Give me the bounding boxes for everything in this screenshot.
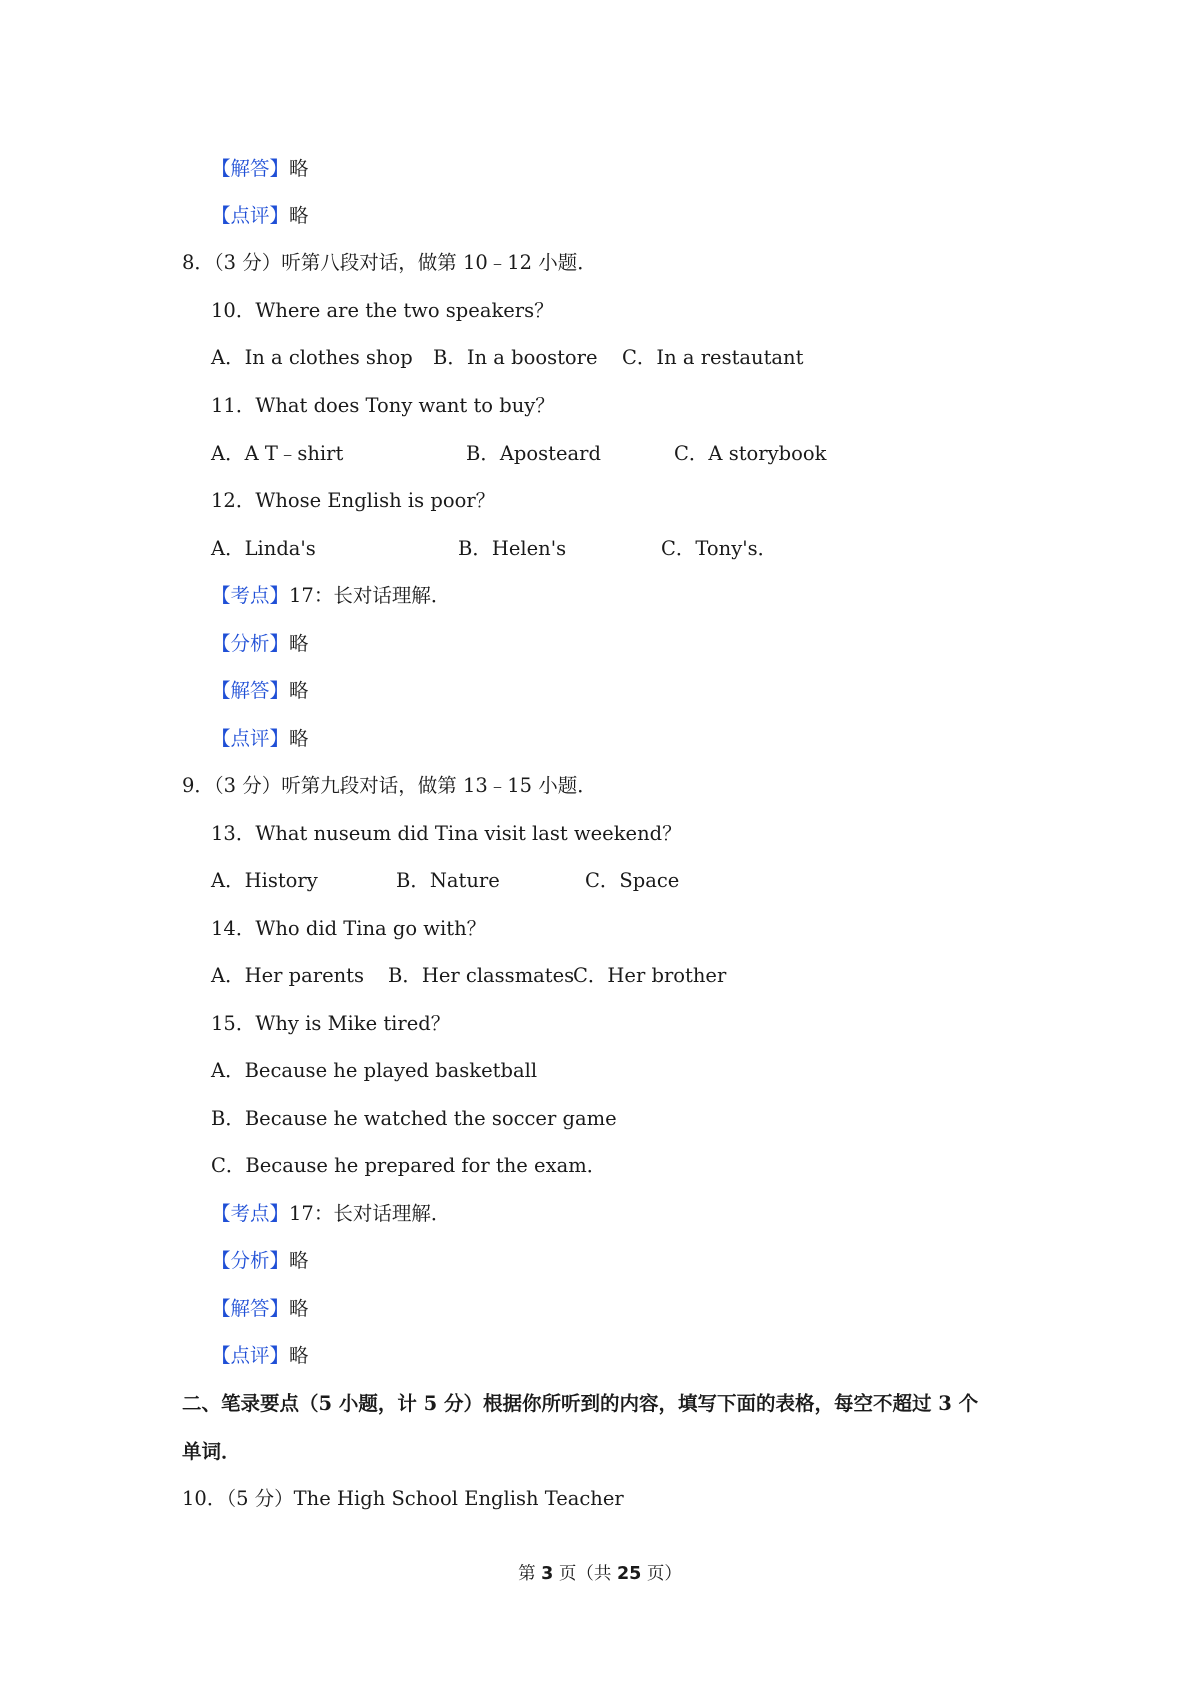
kaodian-note xyxy=(211,583,450,609)
option-b: B．Helen's xyxy=(458,537,567,560)
label-jieda: 【解答】 xyxy=(211,1297,290,1320)
question-14-stem: 14．Who did Tina go with？ xyxy=(211,917,487,940)
footer-mid: 页（共 xyxy=(553,1564,617,1584)
label-dianping: 【点评】 xyxy=(211,727,290,750)
option-c: C．Her brother xyxy=(573,964,727,987)
option-a: A．Linda's xyxy=(211,537,316,560)
analysis-note xyxy=(211,631,309,657)
option-a: A．Her parents xyxy=(211,964,365,987)
option-c: C．Tony's． xyxy=(661,537,778,560)
footer-pre: 第 xyxy=(518,1564,542,1584)
question-11-stem: 11．What does Tony want to buy？ xyxy=(211,394,555,417)
omitted-text: 略 xyxy=(289,632,309,655)
question-8-header: 8．（3 分）听第八段对话，做第 10﹣12 小题． xyxy=(182,251,597,274)
comment-note xyxy=(211,1343,309,1369)
kaodian-text: 17：长对话理解． xyxy=(289,584,451,607)
kaodian-text: 17：长对话理解． xyxy=(289,1202,451,1225)
option-b: B．Her classmates xyxy=(388,964,575,987)
footer-post: 页） xyxy=(641,1564,682,1584)
option-b: B．Nature xyxy=(396,869,500,892)
answer-note xyxy=(211,1296,309,1322)
question-9-header: 9．（3 分）听第九段对话，做第 13﹣15 小题． xyxy=(182,774,597,797)
comment-note xyxy=(211,726,309,752)
option-a: A．In a clothes shop xyxy=(211,346,413,369)
omitted-text: 略 xyxy=(289,1344,309,1367)
label-fenxi: 【分析】 xyxy=(211,632,290,655)
kaodian-note xyxy=(211,1201,450,1227)
question-15-stem: 15．Why is Mike tired？ xyxy=(211,1012,451,1035)
option-a: A．Because he played basketball xyxy=(211,1059,538,1082)
option-b: B．Aposteard xyxy=(466,442,601,465)
option-a: A．A T﹣shirt xyxy=(211,442,344,465)
label-dianping: 【点评】 xyxy=(211,204,290,227)
option-c: C．In a restautant xyxy=(622,346,804,369)
omitted-text: 略 xyxy=(289,679,309,702)
answer-note xyxy=(211,678,309,704)
question-13-stem: 13．What nuseum did Tina visit last weekend？ xyxy=(211,822,682,845)
omitted-text: 略 xyxy=(289,1297,309,1320)
option-b: B．Because he watched the soccer game xyxy=(211,1107,617,1130)
answer-note xyxy=(211,156,309,182)
label-kaodian: 【考点】 xyxy=(211,1202,290,1225)
option-c: C．Because he prepared for the exam． xyxy=(211,1154,607,1177)
label-jieda: 【解答】 xyxy=(211,157,290,180)
omitted-text: 略 xyxy=(289,727,309,750)
option-a: A．History xyxy=(211,869,318,892)
omitted-text: 略 xyxy=(289,1249,309,1272)
question-12-stem: 12．Whose English is poor？ xyxy=(211,489,496,512)
section-2-heading-cont: 单词． xyxy=(182,1440,241,1463)
label-jieda: 【解答】 xyxy=(211,679,290,702)
section-2-heading: 二、笔录要点（5 小题，计 5 分）根据你所听到的内容，填写下面的表格，每空不超过 3 个 xyxy=(182,1392,979,1415)
option-c: C．Space xyxy=(585,869,680,892)
question-10-section2-header: 10．（5 分）The High School English Teacher xyxy=(182,1487,624,1510)
option-b: B．In a boostore xyxy=(433,346,598,369)
page-total: 25 xyxy=(616,1564,642,1584)
page-number: 3 xyxy=(541,1564,554,1584)
label-dianping: 【点评】 xyxy=(211,1344,290,1367)
question-10-stem: 10．Where are the two speakers？ xyxy=(211,299,554,322)
omitted-text: 略 xyxy=(289,204,309,227)
analysis-note xyxy=(211,1248,309,1274)
omitted-text: 略 xyxy=(289,157,309,180)
comment-note xyxy=(211,203,309,229)
page-footer xyxy=(0,1562,1200,1586)
option-c: C．A storybook xyxy=(674,442,827,465)
label-kaodian: 【考点】 xyxy=(211,584,290,607)
label-fenxi: 【分析】 xyxy=(211,1249,290,1272)
